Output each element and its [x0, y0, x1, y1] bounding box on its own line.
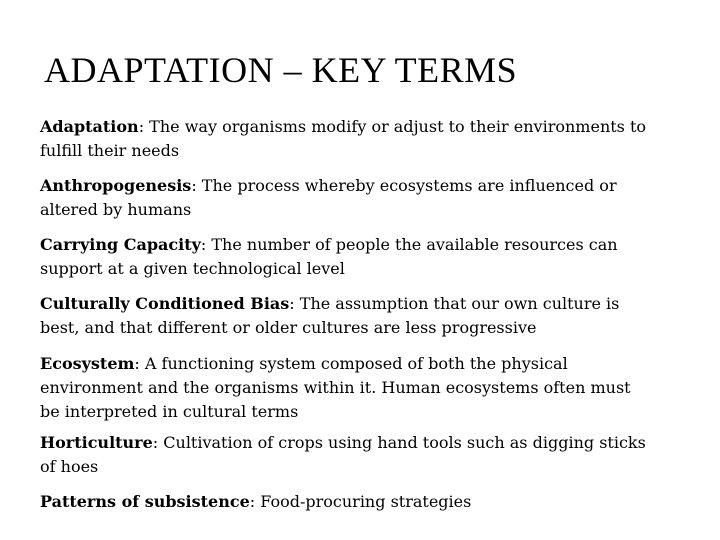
term-definition-line: The assumption that our own culture is — [299, 294, 620, 313]
term-culturally-conditioned-bias — [40, 292, 710, 340]
term-name: Carrying Capacity — [40, 235, 201, 254]
term-name: Culturally Conditioned Bias — [40, 294, 290, 313]
term-carrying-capacity — [40, 233, 710, 281]
term-definition-line: of hoes — [40, 457, 99, 476]
term-definition-line: The way organisms modify or adjust to their environments to — [149, 117, 647, 136]
term-separator: : — [138, 117, 150, 136]
term-separator: : — [191, 176, 202, 195]
term-definition-line: support at a given technological level — [40, 259, 345, 278]
term-definition-line: altered by humans — [40, 200, 192, 219]
term-separator: : — [134, 354, 145, 373]
term-definition-line: best, and that different or older cultures are less progressive — [40, 318, 537, 337]
slide-title: ADAPTATION – KEY TERMS — [44, 50, 518, 90]
term-patterns-of-subsistence — [40, 490, 710, 514]
term-anthropogenesis — [40, 174, 710, 222]
term-horticulture — [40, 431, 710, 479]
term-definition-line: The process whereby ecosystems are influenced or — [201, 176, 617, 195]
term-separator: : — [152, 433, 164, 452]
term-definition-line: Food-procuring strategies — [260, 492, 472, 511]
term-ecosystem — [40, 352, 710, 424]
term-separator: : — [249, 492, 261, 511]
term-definition-line: A functioning system composed of both the physical — [144, 354, 568, 373]
term-name: Patterns of subsistence — [40, 492, 250, 511]
term-name: Ecosystem — [40, 354, 135, 373]
term-adaptation — [40, 115, 710, 163]
term-definition-line: The number of people the available resources can — [211, 235, 618, 254]
term-definition-line: environment and the organisms within it. Human ecosystems often must — [40, 378, 631, 397]
term-separator: : — [289, 294, 300, 313]
term-definition-line: be interpreted in cultural terms — [40, 402, 299, 421]
term-definition-line: fulfill their needs — [40, 141, 180, 160]
term-definition-line: Cultivation of crops using hand tools such as digging sticks — [163, 433, 646, 452]
term-separator: : — [200, 235, 212, 254]
term-name: Anthropogenesis — [40, 176, 192, 195]
term-name: Horticulture — [40, 433, 153, 452]
term-name: Adaptation — [40, 117, 139, 136]
